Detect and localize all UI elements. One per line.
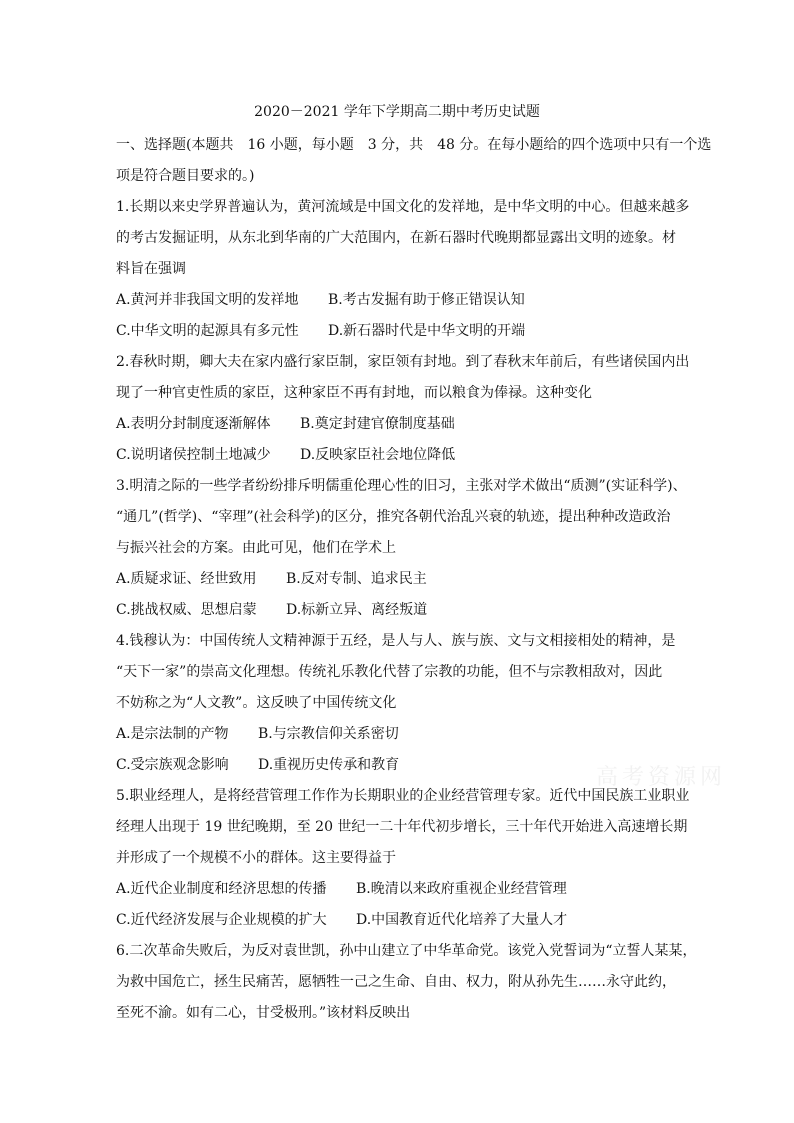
question-text-line: “天下一家”的崇高文化理想。传统礼乐教化代替了宗教的功能，但不与宗教相敌对，因此	[116, 664, 663, 680]
option-d: D.标新立异、离经叛道	[286, 602, 428, 618]
option-b: B.反对专制、追求民主	[286, 571, 427, 587]
question-text-line: “通几”(哲学)、“宰理”(社会科学)的区分，推究各朝代治乱兴衰的轨迹，提出种种改造政治	[116, 509, 671, 525]
question-text-line: 并形成了一个规模不小的群体。这主要得益于	[116, 850, 396, 866]
option-c: C.中华文明的起源具有多元性	[116, 323, 299, 339]
question-text-line: 1.长期以来史学界普遍认为，黄河流域是中国文化的发祥地，是中华文明的中心。但越来越多	[116, 199, 690, 215]
option-b: B.奠定封建官僚制度基础	[300, 416, 455, 432]
question-text-line: 料旨在强调	[116, 261, 186, 277]
question-text-line: 6.二次革命失败后，为反对袁世凯，孙中山建立了中华革命党。该党入党誓词为“立誓人某某，	[116, 943, 697, 959]
page-title: 2020－2021 学年下学期高二期中考历史试题	[254, 104, 540, 120]
question-text-line: 3.明清之际的一些学者纷纷排斥明儒重伦理心性的旧习，主张对学术做出“质测”(实证科学)、	[116, 478, 687, 494]
question-text-line: 不妨称之为“人文教”。这反映了中国传统文化	[116, 695, 397, 711]
question-text-line: 4.钱穆认为：中国传统人文精神源于五经，是人与人、族与族、文与文相接相处的精神，是	[116, 633, 676, 649]
question-text-line: 5.职业经理人，是将经营管理工作作为长期职业的企业经营管理专家。近代中国民族工业职业	[116, 788, 690, 804]
option-a: A.黄河并非我国文明的发祥地	[116, 292, 299, 308]
option-b: B.与宗教信仰关系密切	[258, 726, 399, 742]
option-d: D.重视历史传承和教育	[258, 757, 400, 773]
option-c: C.挑战权威、思想启蒙	[116, 602, 257, 618]
option-c: C.说明诸侯控制土地减少	[116, 447, 271, 463]
option-a: A.是宗法制的产物	[116, 726, 229, 742]
question-text-line: 至死不渝。如有二心，甘受极刑。”该材料反映出	[116, 1005, 411, 1021]
section-header-line-1: 一、选择题(本题共 16 小题，每小题 3 分，共 48 分。在每小题给的四个选项中只有一个选	[116, 137, 712, 153]
section-header-line-2: 项是符合题目要求的。)	[116, 168, 255, 184]
option-d: D.中国教育近代化培养了大量人才	[356, 912, 568, 928]
option-a: A.表明分封制度逐渐解体	[116, 416, 271, 432]
question-text-line: 与振兴社会的方案。由此可见，他们在学术上	[116, 540, 396, 556]
question-text-line: 2.春秋时期，卿大夫在家内盛行家臣制，家臣领有封地。到了春秋末年前后，有些诸侯国内出	[116, 354, 690, 370]
option-c: C.近代经济发展与企业规模的扩大	[116, 912, 327, 928]
question-text-line: 的考古发掘证明，从东北到华南的广大范围内，在新石器时代晚期都显露出文明的迹象。材	[116, 230, 676, 246]
option-d: D.反映家臣社会地位降低	[300, 447, 456, 463]
question-text-line: 现了一种官吏性质的家臣，这种家臣不再有封地，而以粮食为俸禄。这种变化	[116, 385, 592, 401]
option-c: C.受宗族观念影响	[116, 757, 229, 773]
question-text-line: 经理人出现于 19 世纪晚期，至 20 世纪一二十年代初步增长，三十年代开始进入高速增长期	[116, 819, 688, 835]
watermark: 高考资源网	[596, 765, 727, 790]
option-b: B.考古发掘有助于修正错误认知	[328, 292, 525, 308]
option-d: D.新石器时代是中华文明的开端	[328, 323, 526, 339]
option-b: B.晚清以来政府重视企业经营管理	[356, 881, 567, 897]
option-a: A.近代企业制度和经济思想的传播	[116, 881, 327, 897]
question-text-line: 为救中国危亡，拯生民痛苦，愿牺牲一己之生命、自由、权力，附从孙先生……永守此约，	[116, 974, 676, 990]
option-a: A.质疑求证、经世致用	[116, 571, 257, 587]
